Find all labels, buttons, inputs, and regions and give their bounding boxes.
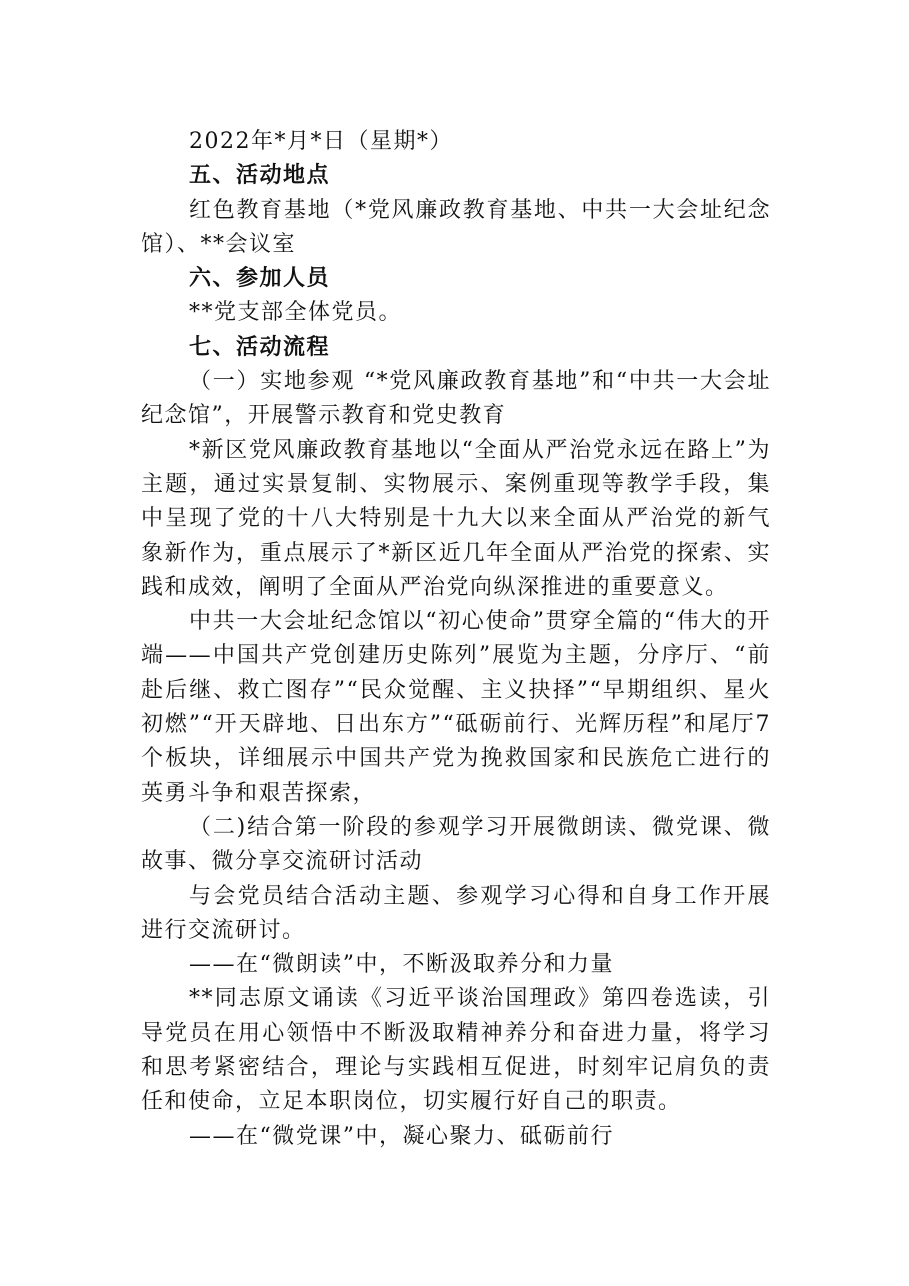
document-body xyxy=(141,125,771,1154)
participants-text: **党支部全体党员。 xyxy=(189,300,403,326)
section-heading-location: 五、活动地点 xyxy=(189,163,331,189)
paragraph-base-intro: *新区党风廉政教育基地以“全面从严治党永远在路上”为主题，通过实景复制、实物展示、案例重现等教学手段，集中呈现了党的十八大特别是十九大以来全面从严治党的新气象新作为，重点展示了*新区近几年全面从严治党的探索、实践和成效，阐明了全面从严治党向纵深推进的重要意义。 xyxy=(141,437,771,600)
location-text: 红色教育基地（*党风廉政教育基地、中共一大会址纪念馆）、**会议室 xyxy=(141,197,771,257)
section-heading-process: 七、活动流程 xyxy=(189,334,331,360)
process-step-1: （一）实地参观 “*党风廉政教育基地”和“中共一大会址纪念馆”，开展警示教育和党史教育 xyxy=(141,369,771,429)
section-heading-participants: 六、参加人员 xyxy=(189,266,331,292)
date-line: 2022年*月*日（星期*） xyxy=(189,129,453,154)
paragraph-memorial-intro: 中共一大会址纪念馆以“初心使命”贯穿全篇的“伟大的开端——中国共产党创建历史陈列”展览为主题，分序厅、“前赴后继、救亡图存”“民众觉醒、主义抉择”“早期组织、星火初燃”“开天辟地、日出东方”“砥砺前行、光辉历程”和尾厅7个板块，详细展示中国共产党为挽救国家和民族危亡进行的英勇斗争和艰苦探索， xyxy=(141,609,771,806)
subheading-micro-lesson: ——在“微党课”中，凝心聚力、砥砺前行 xyxy=(189,1123,614,1149)
process-step-2: （二)结合第一阶段的参观学习开展微朗读、微党课、微故事、微分享交流研讨活动 xyxy=(141,814,771,875)
paragraph-discussion: 与会党员结合活动主题、参观学习心得和自身工作开展进行交流研讨。 xyxy=(141,883,771,943)
subheading-micro-reading: ——在“微朗读”中，不断汲取养分和力量 xyxy=(189,952,614,978)
paragraph-micro-reading: **同志原文诵读《习近平谈治国理政》第四卷选读，引导党员在用心领悟中不断汲取精神养分和奋进力量，将学习和思考紧密结合，理论与实践相互促进，时刻牢记肩负的责任和使命，立足本职岗位，切实履行好自己的职责。 xyxy=(141,986,771,1115)
